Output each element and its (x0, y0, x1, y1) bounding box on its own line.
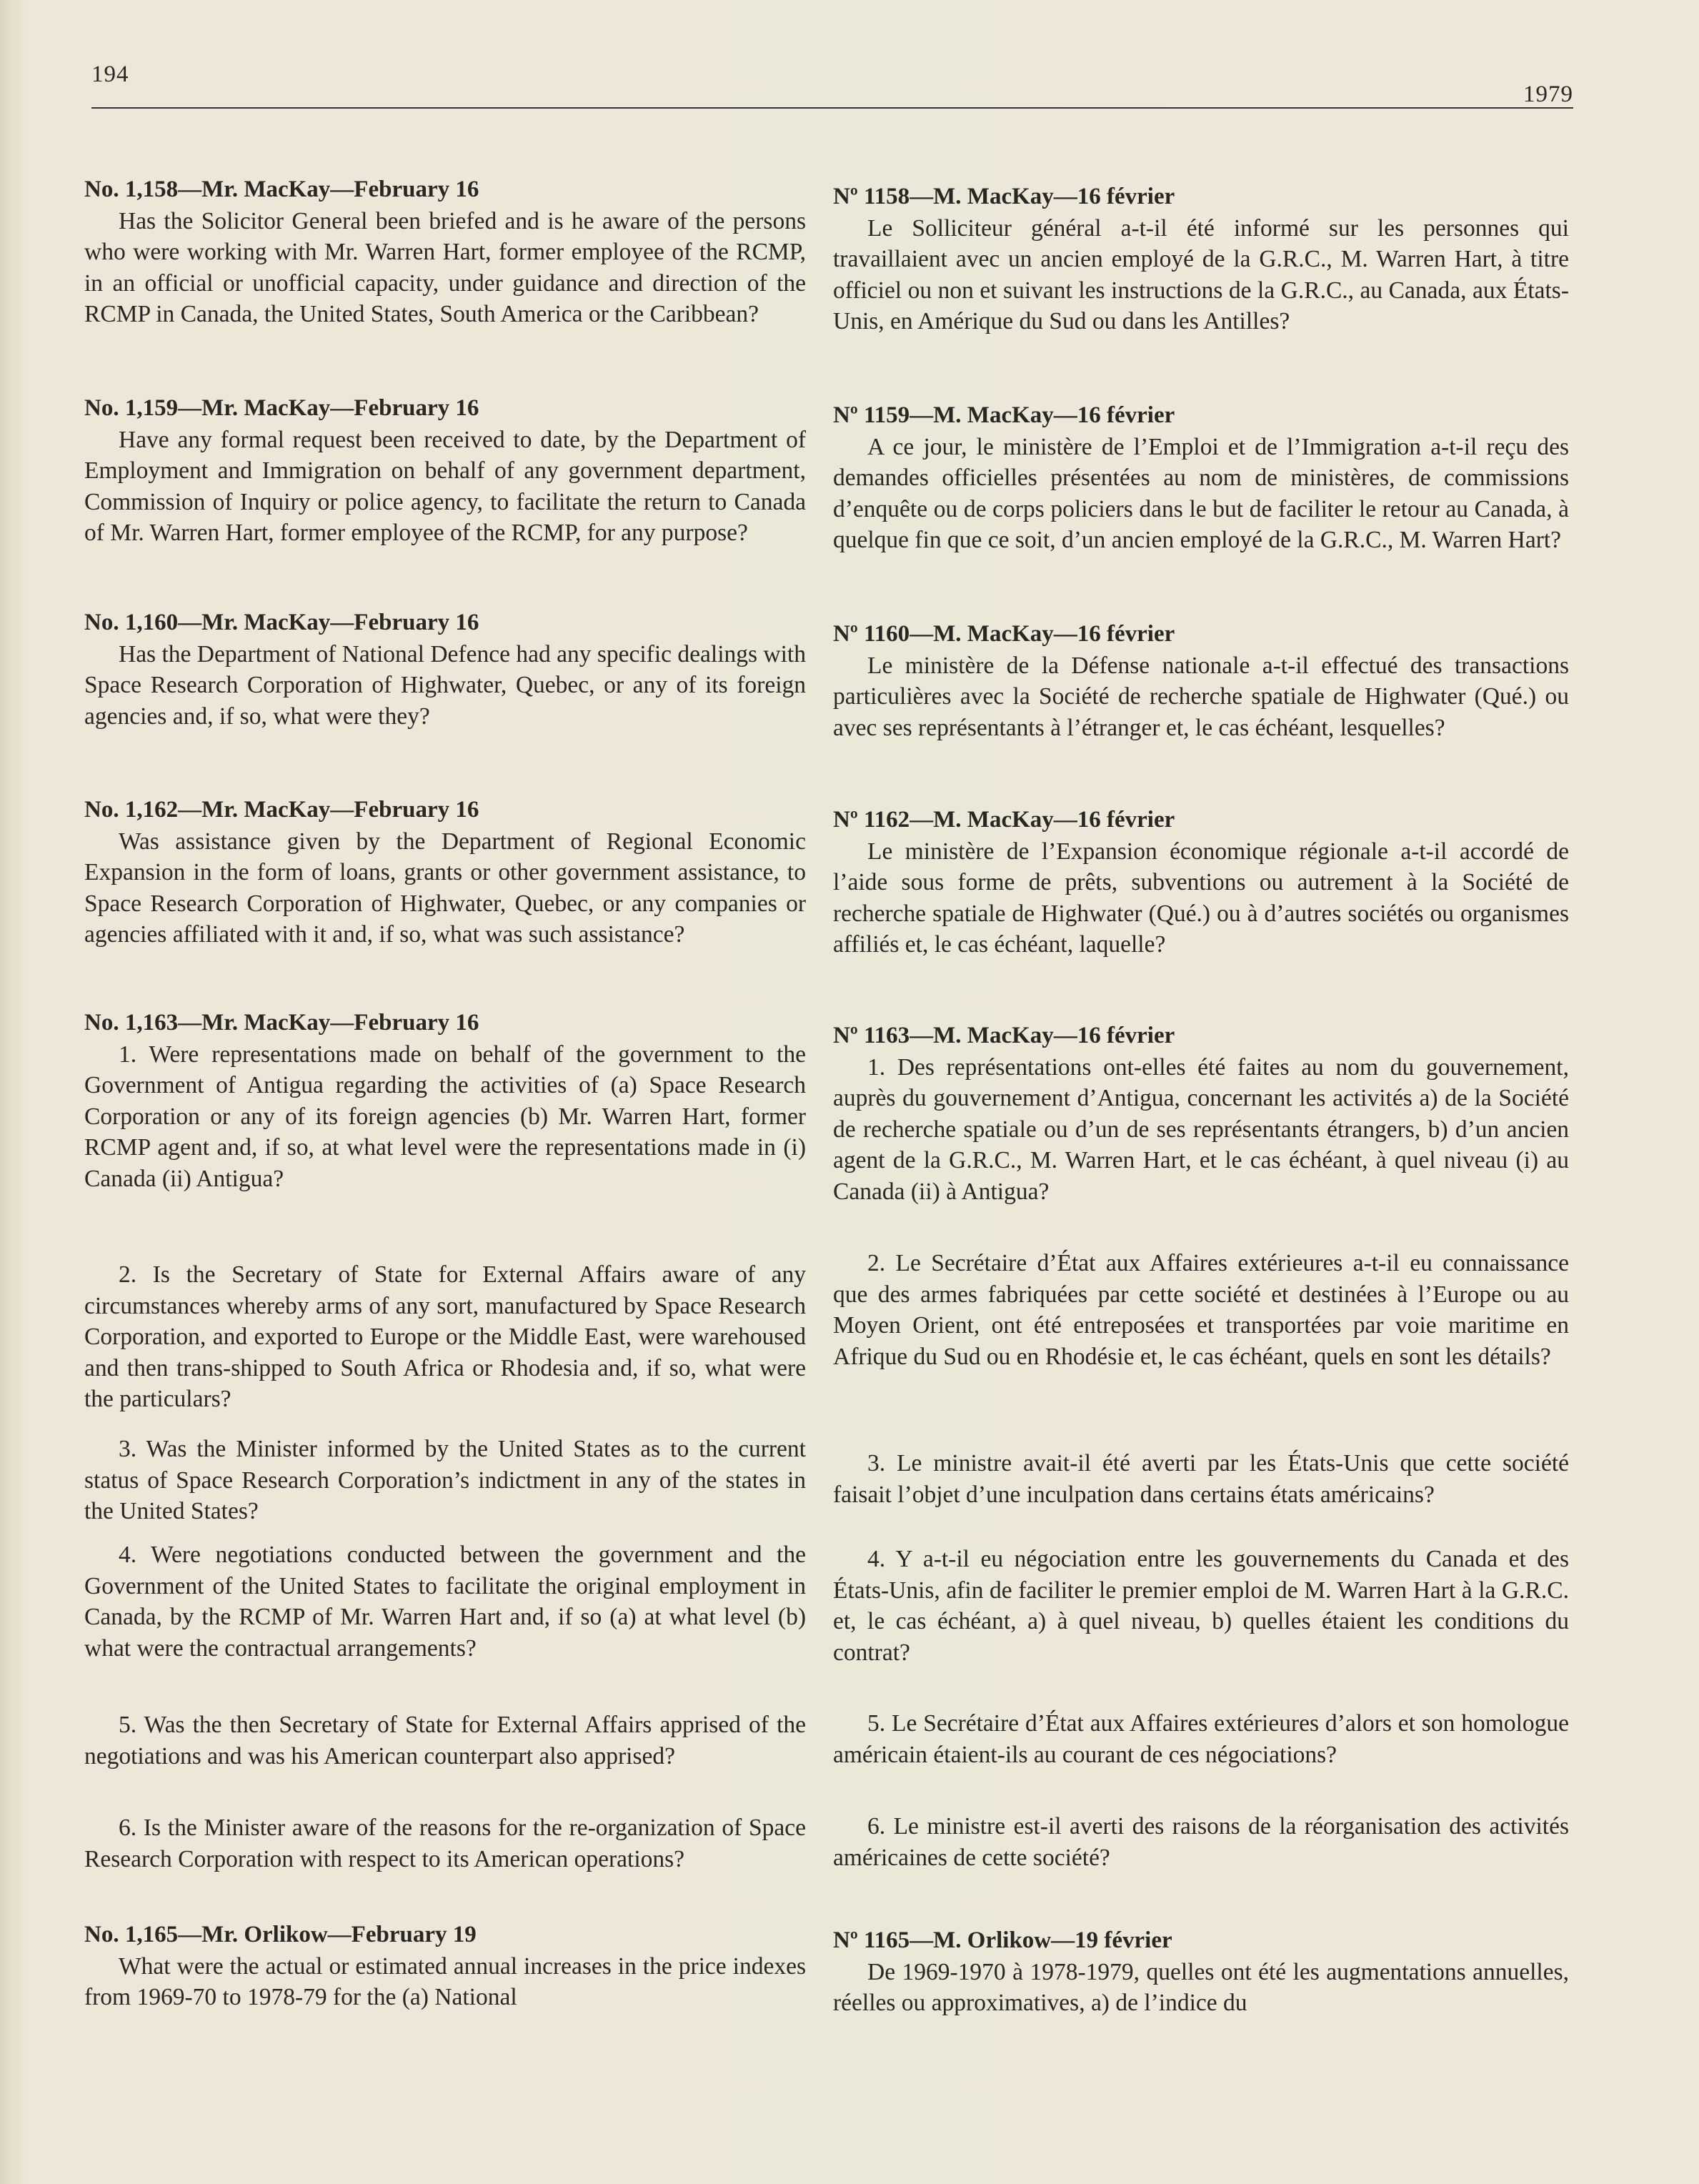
question-text: Le ministère de l’Expansion économique régionale a-t-il accordé de l’aide sous forme de prêts, subventions ou autrement à la Société de recherche spatiale de Highwater (Qué.) ou à d’autres sociétés ou organismes affiliés et, le cas échéant, laquelle? (833, 838, 1569, 958)
question-text: 2. Le Secrétaire d’État aux Affaires extérieures a-t-il eu connaissance que des armes fabriquées par cette société et destinées à l’Europe ou au Moyen Orient, ont été entreposées et transportées par voie maritime en Afrique du Sud ou en Rhodésie et, le cas échéant, quels en sont les détails? (833, 1250, 1569, 1370)
question-1163-fr-part-6 (833, 1811, 1569, 1873)
question-1163-fr-part-3 (833, 1448, 1569, 1510)
page-year: 1979 (1523, 81, 1573, 107)
question-heading: No. 1,163—Mr. MacKay—February 16 (84, 1010, 479, 1036)
question-1158-en (84, 174, 806, 330)
question-text: Le ministère de la Défense nationale a-t-il effectué des transactions particulières avec la Société de recherche spatiale de Highwater (Qué.) ou avec ses représentants à l’étranger et, le cas échéant, lesquelles? (833, 652, 1569, 741)
question-text: 3. Le ministre avait-il été averti par les États-Unis que cette société faisait l’objet d’une inculpation dans certains états américains? (833, 1450, 1569, 1508)
question-heading: No. 1,158—Mr. MacKay—February 16 (84, 177, 479, 202)
question-heading: Nº 1160—M. MacKay—16 février (833, 621, 1175, 647)
question-text: Was assistance given by the Department of Regional Economic Expansion in the form of loans, grants or other government assistance, to Space Research Corporation of Highwater, Quebec, or any companies or agencies affiliated with it and, if so, what was such assistance? (84, 828, 806, 948)
question-1163-en-part-6 (84, 1812, 806, 1875)
question-text: 1. Des représentations ont-elles été faites au nom du gouvernement, auprès du gouvernement d’Antigua, concernant les activités a) de la Société de recherche spatiale ou d’un de ses représentants étrangers, b) d’un ancien agent de la G.R.C., M. Warren Hart, et le cas échéant, à quel niveau (i) au Canada (ii) à Antigua? (833, 1053, 1569, 1205)
question-text: 1. Were representations made on behalf of the government to the Government of Antigua regarding the activities of (a) Space Research Corporation or any of its foreign agencies (b) Mr. Warren Hart, former RCMP agent and, if so, at what level were the representations made in (i) Canada (ii) Antigua? (84, 1041, 806, 1192)
question-text: 4. Y a-t-il eu négociation entre les gouvernements du Canada et des États-Unis, afin de faciliter le premier emploi de M. Warren Hart à la G.R.C. et, le cas échéant, a) à quel niveau, b) quelles étaient les conditions du contrat? (833, 1546, 1569, 1666)
question-text: 6. Is the Minister aware of the reasons for the re-organization of Space Research Corporation with respect to its American operations? (84, 1815, 806, 1872)
question-heading: Nº 1163—M. MacKay—16 février (833, 1023, 1175, 1048)
question-text: 6. Le ministre est-il averti des raisons de la réorganisation des activités américaines de cette société? (833, 1813, 1569, 1871)
question-heading: No. 1,159—Mr. MacKay—February 16 (84, 395, 479, 421)
question-heading: Nº 1158—M. MacKay—16 février (833, 184, 1175, 209)
question-text: Have any formal request been received to date, by the Department of Employment and Immigration on behalf of any government department, Commission of Inquiry or police agency, to facilitate the return to Canada of Mr. Warren Hart, former employee of the RCMP, for any purpose? (84, 426, 806, 546)
question-1160-en (84, 607, 806, 732)
question-heading: No. 1,160—Mr. MacKay—February 16 (84, 610, 479, 635)
question-text: 3. Was the Minister informed by the United States as to the current status of Space Research Corporation’s indictment in any of the states in the United States? (84, 1436, 806, 1524)
question-text: Le Solliciteur général a-t-il été informé sur les personnes qui travaillaient avec un ancien employé de la G.R.C., M. Warren Hart, à titre officiel ou non et suivant les instructions de la G.R.C., au Canada, aux États-Unis, en Amérique du Sud ou dans les Antilles? (833, 214, 1569, 334)
question-text: De 1969-1970 à 1978-1979, quelles ont été les augmentations annuelles, réelles ou approximatives, a) de l’indice du (833, 1958, 1569, 2016)
question-heading: No. 1,165—Mr. Orlikow—February 19 (84, 1922, 477, 1947)
question-1163-en-part-3 (84, 1434, 806, 1527)
question-1163-fr-part-2 (833, 1248, 1569, 1372)
question-text: 5. Was the then Secretary of State for External Affairs apprised of the negotiations and was his American counterpart also apprised? (84, 1712, 806, 1769)
question-text: 4. Were negotiations conducted between the government and the Government of the United States to facilitate the original employment in Canada, by the RCMP of Mr. Warren Hart and, if so (a) at what level (b) what were the contractual arrangements? (84, 1542, 806, 1662)
question-1162-fr (833, 805, 1569, 961)
question-heading: No. 1,162—Mr. MacKay—February 16 (84, 797, 479, 823)
question-heading: Nº 1162—M. MacKay—16 février (833, 807, 1175, 833)
question-1163-en (84, 1008, 806, 1194)
question-heading: Nº 1159—M. MacKay—16 février (833, 402, 1175, 428)
question-1162-en (84, 795, 806, 950)
question-text: Has the Department of National Defence had any specific dealings with Space Research Corporation of Highwater, Quebec, or any of its foreign agencies and, if so, what were they? (84, 640, 806, 730)
question-heading: Nº 1165—M. Orlikow—19 février (833, 1927, 1172, 1953)
question-text: What were the actual or estimated annual increases in the price indexes from 1969-70 to 1978-79 for the (a) National (84, 1952, 806, 2010)
question-text: 5. Le Secrétaire d’État aux Affaires extérieures d’alors et son homologue américain étaient-ils au courant de ces négociations? (833, 1710, 1569, 1768)
question-1159-en (84, 393, 806, 549)
question-1165-fr (833, 1925, 1569, 2019)
question-text: Has the Solicitor General been briefed and is he aware of the persons who were working with Mr. Warren Hart, former employee of the RCMP, in an official or unofficial capacity, under guidance and direction of the RCMP in Canada, the United States, South America or the Caribbean? (84, 207, 806, 327)
question-1163-en-part-4 (84, 1539, 806, 1664)
question-1159-fr (833, 400, 1569, 556)
question-text: 2. Is the Secretary of State for External Affairs aware of any circumstances whereby arms of any sort, manufactured by Space Research Corporation, and exported to Europe or the Middle East, were warehoused and then trans-shipped to South Africa or Rhodesia and, if so, what were the particulars? (84, 1261, 806, 1412)
header-rule (91, 107, 1573, 109)
question-text: A ce jour, le ministère de l’Emploi et de l’Immigration a-t-il reçu des demandes officielles présentées au nom de ministères, de commissions d’enquête ou de corps policiers dans le but de faciliter le retour au Canada, à quelque fin que ce soit, d’un ancien employé de la G.R.C., M. Warren Hart? (833, 433, 1569, 553)
question-1165-en (84, 1920, 806, 2013)
question-1163-en-part-5 (84, 1709, 806, 1772)
page-number: 194 (91, 61, 129, 87)
question-1163-fr (833, 1021, 1569, 1207)
question-1158-fr (833, 182, 1569, 337)
question-1160-fr (833, 619, 1569, 743)
question-1163-fr-part-4 (833, 1544, 1569, 1668)
question-1163-fr-part-5 (833, 1708, 1569, 1770)
question-1163-en-part-2 (84, 1259, 806, 1415)
